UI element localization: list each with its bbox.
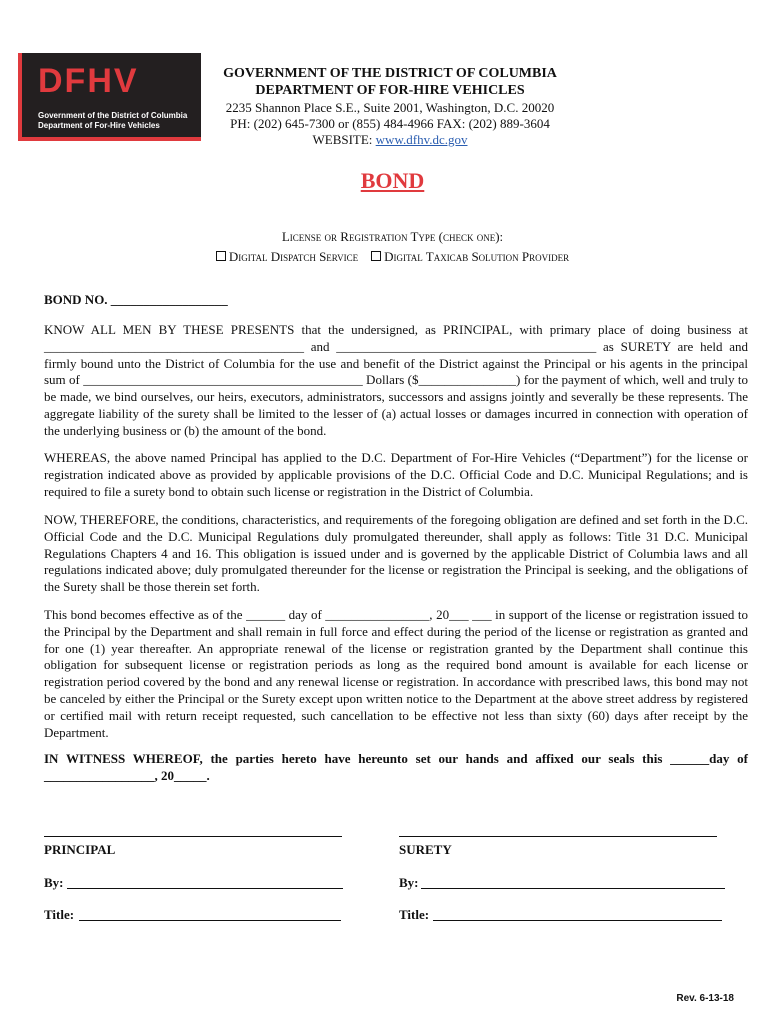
surety-title-label: Title:	[399, 907, 430, 922]
header-government: GOVERNMENT OF THE DISTRICT OF COLUMBIA	[223, 66, 557, 81]
surety-label: SURETY	[399, 842, 452, 857]
checkbox-digital-dispatch[interactable]	[216, 251, 226, 261]
option-taxicab-solution-label: Digital Taxicab Solution Provider	[384, 249, 570, 264]
paragraph-now-therefore: NOW, THEREFORE, the conditions, characteristics, and requirements of the foregoing obligation are defined and set forth in the D.C. Official Code and the D.C. Municipal Regulations duly promulgated thereunder, shall apply as follows: Title 31 D.C. Municipal Regulations Chapters 4 and 16. This obligation is issued under and is governed by the applicable District of Columbia laws and all regulations indicated above; duly promulgated thereunder for the license or registration the Principal is seeking, and the obligations of the Surety shall be those therein set forth.	[44, 512, 748, 595]
license-type-options	[0, 249, 770, 265]
principal-title-label: Title:	[44, 907, 75, 922]
bond-number: BOND NO. __________________	[44, 292, 228, 307]
website-label: WEBSITE:	[312, 132, 376, 147]
header-phone: PH: (202) 645-7300 or (855) 484-4966 FAX: (202) 889-3604	[230, 116, 550, 131]
revision-label: Rev. 6-13-18	[676, 993, 734, 1004]
principal-by-line[interactable]	[67, 888, 343, 889]
logo-mark: DFHV	[38, 62, 139, 100]
principal-title-line[interactable]	[79, 920, 341, 921]
logo-line-1: Government of the District of Columbia	[38, 111, 188, 120]
logo-line-2: Department of For-Hire Vehicles	[38, 121, 160, 130]
principal-by-label: By:	[44, 875, 64, 890]
header-website	[205, 132, 575, 148]
license-type-heading: License or Registration Type (check one):	[281, 229, 504, 244]
surety-by-label: By:	[399, 875, 419, 890]
principal-label: PRINCIPAL	[44, 842, 116, 857]
header-department: DEPARTMENT OF FOR-HIRE VEHICLES	[255, 83, 525, 98]
website-link[interactable]: www.dfhv.dc.gov	[375, 132, 468, 147]
paragraph-effective-date: This bond becomes effective as of the ______ day of ________________, 20___ ___ in support of the license or registration issued to the Principal by the Department and shall remain in full force and effect during the period of the license or registration as granted and for one (1) year thereafter. An appropriate renewal of the license or registration granted by the Department shall continue this obligation for subsequent license or registration periods as long as the required bond amount is available for each license or registration period covered by the bond and any renewal license or registration. In accordance with prescribed laws, this bond may not be canceled by either the Principal or the Surety except upon written notice to the Department at the above street address by registered or certified mail with return receipt requested, such cancellation to be effective not less than sixty (60) days after receipt by the Department.	[44, 607, 748, 740]
surety-signature-line[interactable]	[399, 836, 717, 837]
paragraph-know-all-men: KNOW ALL MEN BY THESE PRESENTS that the undersigned, as PRINCIPAL, with primary place of doing business at ________________________________________ and ________________________________________ as SURETY are held and firmly bound unto the District of Columbia for the use and benefit of the District against the Principal or his agents in the principal sum of ___________________________________________ Dollars ($_______________) for the payment of which, well and truly to be made, we bind ourselves, our heirs, executors, administrators, successors and assigns jointly and severally be these represents. The aggregate liability of the surety shall be limited to the lesser of (a) actual losses or damages incurred in connection with operation of the underlying business or (b) the amount of the bond.	[44, 322, 748, 438]
option-digital-dispatch-label: Digital Dispatch Service	[228, 249, 359, 264]
surety-title-line[interactable]	[433, 920, 722, 921]
document-title: BOND	[360, 168, 425, 193]
paragraph-whereas: WHEREAS, the above named Principal has applied to the D.C. Department of For-Hire Vehicles (“Department”) for the license or registration indicated above as provided by applicable provisions of the D.C. Official Code and D.C. Municipal Regulations; and is required to file a surety bond to obtain such license or registration in the District of Columbia.	[44, 450, 748, 499]
header-address: 2235 Shannon Place S.E., Suite 2001, Washington, D.C. 20020	[225, 100, 555, 115]
checkbox-taxicab-solution[interactable]	[371, 251, 381, 261]
surety-by-line[interactable]	[421, 888, 725, 889]
dfhv-logo	[18, 53, 201, 141]
paragraph-witness: IN WITNESS WHEREOF, the parties hereto have hereunto set our hands and affixed our seals this ______day of _________________, 20_____.	[44, 751, 748, 783]
principal-signature-line[interactable]	[44, 836, 342, 837]
